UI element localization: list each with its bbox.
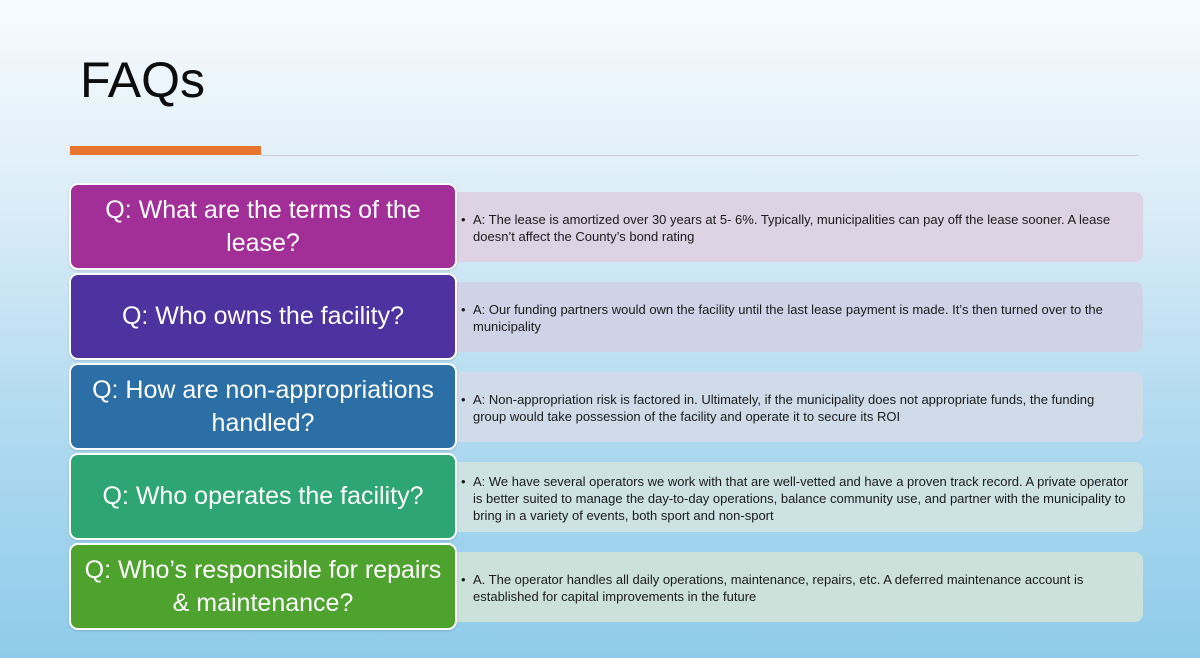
faq-item (69, 363, 1144, 450)
faq-answer: A: We have several operators we work with that are well-vetted and have a proven track record. A private operator is better suited to manage the day-to-day operations, balance community use, and partner with the municipality to bring in a variety of events, both sport and non-sport (473, 473, 1129, 523)
faq-answer-box (449, 282, 1143, 352)
faq-list (69, 183, 1144, 633)
title-divider-line (261, 155, 1138, 156)
faq-question: Q: Who owns the facility? (69, 273, 457, 360)
faq-item (69, 453, 1144, 540)
faq-answer: A: The lease is amortized over 30 years at 5- 6%. Typically, municipalities can pay off the lease sooner. A lease doesn’t affect the County’s bond rating (473, 212, 1111, 244)
faq-answer-box (449, 552, 1143, 622)
faq-question: Q: Who’s responsible for repairs & maintenance? (69, 543, 457, 630)
faq-answer: A. The operator handles all daily operations, maintenance, repairs, etc. A deferred maintenance account is established for capital improvements in the future (473, 572, 1084, 604)
bullet-icon: • (461, 302, 466, 317)
faq-answer-box (449, 192, 1143, 262)
faq-question: Q: What are the terms of the lease? (69, 183, 457, 270)
bullet-icon: • (461, 572, 466, 587)
faq-answer: A: Non-appropriation risk is factored in. Ultimately, if the municipality does not appropriate funds, the funding group would take possession of the facility and operate it to secure its ROI (473, 392, 1095, 424)
faq-answer-box (449, 372, 1143, 442)
faq-question: Q: Who operates the facility? (69, 453, 457, 540)
title-accent-bar (70, 146, 261, 155)
faq-item (69, 543, 1144, 630)
bullet-icon: • (461, 212, 466, 227)
faq-question: Q: How are non-appropriations handled? (69, 363, 457, 450)
bullet-icon: • (461, 473, 466, 489)
bullet-icon: • (461, 392, 466, 407)
page-title: FAQs (80, 52, 206, 108)
faq-item (69, 183, 1144, 270)
faq-answer-box (449, 462, 1143, 532)
faq-item (69, 273, 1144, 360)
faq-answer: A: Our funding partners would own the facility until the last lease payment is made. It’s then turned over to the municipality (473, 302, 1103, 334)
